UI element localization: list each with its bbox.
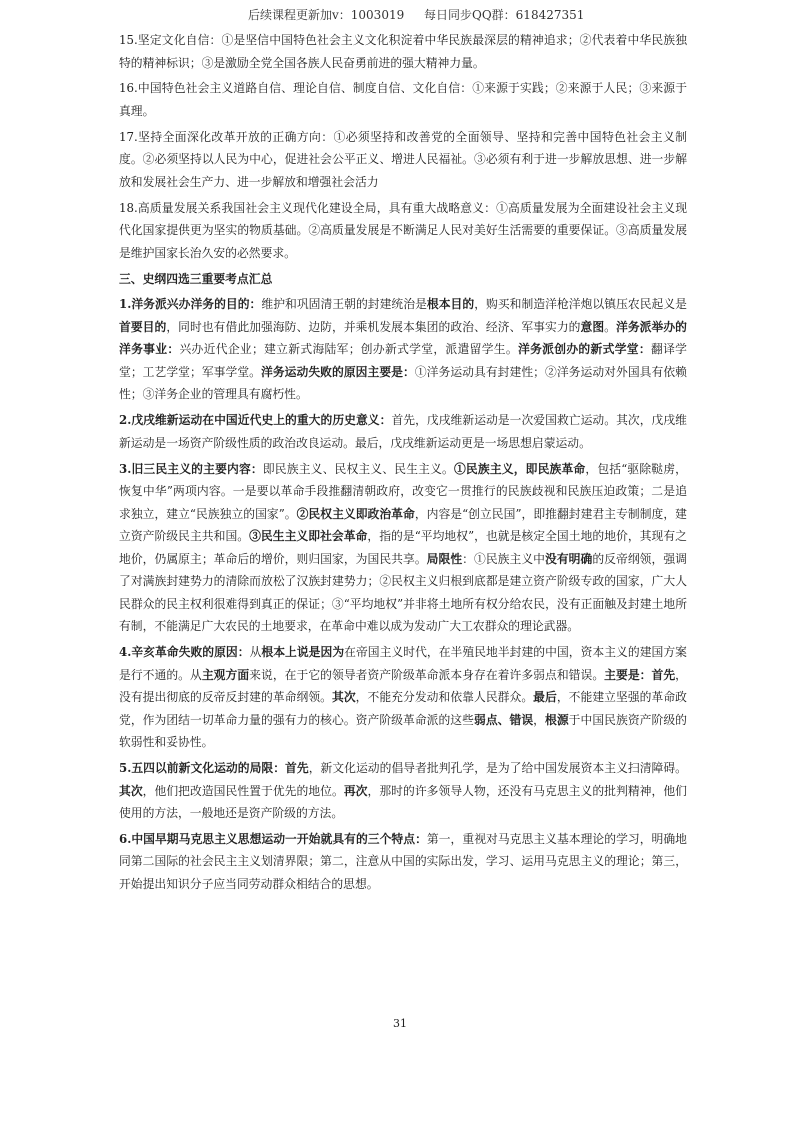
text: ，包括“驱除鞑虏，恢复中华”两项内容。一是要以革命手段推翻清朝政府，改变它一贯推行的民族歧视和民族压迫政策；二是追求独立，建立“民族独立的国家”。 (119, 461, 687, 521)
text: ①洋务运动具有封建性；②洋务运动对外国具有依赖性；③洋务企业的管理具有腐朽性。 (119, 364, 687, 402)
text: 兴办近代企业；建立新式海陆军；创办新式学堂，派遣留学生。 (179, 342, 518, 357)
text: 来说，在于它的领导者资产阶级革命派本身存在着许多弱点和错误。 (249, 667, 605, 682)
text: ，指的是“平均地权”，也就是核定全国土地的地价，其现有之地价，仍属原主；革命后的增价，则归国家，为国民共享。 (119, 529, 687, 566)
bold-text: 洋务运动失败的原因主要是： (261, 364, 415, 379)
bold-text: 5.五四以前新文化运动的局限：首先 (119, 761, 309, 776)
paragraph (119, 197, 687, 265)
paragraph (119, 828, 687, 896)
paragraph (119, 29, 687, 74)
text: 18.高质量发展关系我国社会主义现代化建设全局，具有重大战略意义：①高质量发展为全面建设社会主义现代化国家提供更为坚实的物质基础。②高质量发展是不断满足人民对美好生活需要的重要保证。③高质量发展是维护国家长治久安的必然要求。 (119, 200, 687, 260)
paragraph (119, 126, 687, 194)
bold-text: 6.中国早期马克思主义思想运动一开始就具有的三个特点： (119, 831, 427, 846)
bold-text: 洋务派创办的新式学堂： (517, 342, 651, 357)
text: 在帝国主义时代，在半殖民地半封建的中国，资本主义的建国方案是行不通的。从 (119, 645, 687, 682)
text: 首先，戊戌维新运动是一次爱国救亡运动。其次，戊戌维新运动是一场资产阶级性质的政治改良运动。最后，戊戌维新运动更是一场思想启蒙运动。 (119, 413, 687, 450)
bold-text: ③民生主义即社会革命 (249, 529, 368, 544)
text: ，购买和制造洋枪洋炮以镇压农民起义是 (474, 297, 687, 312)
paragraph (119, 641, 687, 754)
text: ：①民族主义中 (462, 551, 545, 566)
text: ，那时的许多领导人物，还没有马克思主义的批判精神，他们使用的方法，一般地还是资产阶级的方法。 (119, 783, 687, 821)
text: ，不能充分发动和依靠人民群众。 (355, 690, 534, 705)
page-header (0, 6, 800, 26)
header-qq-group: 每日同步QQ群：618427351 (424, 8, 585, 22)
text: ，同时也有借此加强海防、边防，并乘机发展本集团的政治、经济、军事实力的 (166, 319, 581, 334)
page-number: 31 (393, 1017, 407, 1030)
bold-text: 根本目的 (426, 297, 475, 312)
bold-text: 再次 (343, 783, 368, 798)
text: ，不能建立坚强的革命政党，作为团结一切革命力量的强有力的核心。资产阶级革命派的这些 (119, 690, 687, 727)
text: ， (533, 712, 545, 727)
bold-text: 主观方面 (201, 667, 250, 682)
bold-text: 局限性 (426, 551, 463, 566)
bold-text: 根本上说是因为 (261, 645, 345, 660)
header-course-contact: 后续课程更新加v：1003019 (248, 8, 405, 22)
bold-text: ①民族主义，即民族革命 (453, 461, 586, 476)
paragraph (119, 757, 687, 825)
text: 从 (249, 645, 262, 660)
bold-text: 2.戊戌维新运动在中国近代史上的重大的历史意义： (119, 413, 392, 428)
text: 即民族主义、民权主义、民生主义。 (262, 461, 454, 476)
bold-text: 意图 (580, 319, 605, 334)
paragraph (119, 293, 687, 406)
paragraph (119, 409, 687, 454)
bold-text: 4.辛亥革命失败的原因： (119, 645, 250, 660)
text: 17.坚持全面深化改革开放的正确方向：①必须坚持和改善党的全面领导、坚持和完善中国特色社会主义制度。②必须坚持以人民为中心，促进社会公平正义、增进人民福祉。③必须有利于进一步解放思想、进一步解放和发展社会生产力、进一步解放和增强社会活力 (119, 129, 687, 189)
bold-text: 首要目的 (119, 319, 167, 334)
text: 于中国民族资产阶级的软弱性和妥协性。 (119, 712, 687, 750)
text: 15.坚定文化自信：①是坚信中国特色社会主义文化积淀着中华民族最深层的精神追求；②代表着中华民族独特的精神标识；③是激励全党全国各族人民奋勇前进的强大精神力量。 (119, 33, 687, 70)
bold-text: 根源 (545, 712, 569, 727)
bold-text: 3.旧三民主义的主要内容： (119, 461, 263, 476)
bold-text: 最后 (533, 690, 557, 705)
bold-text: 主要是：首先 (604, 667, 676, 682)
paragraph (119, 458, 687, 638)
section-heading (119, 268, 687, 291)
text: 维护和巩固清王朝的封建统治是 (261, 297, 427, 312)
text: 16.中国特色社会主义道路自信、理论自信、制度自信、文化自信：①来源于实践；②来源于人民；③来源于真理。 (119, 81, 687, 118)
bold-text: 其次 (332, 690, 356, 705)
bold-text: 1.洋务派兴办洋务的目的： (119, 297, 262, 312)
bold-text: 弱点、错误 (473, 712, 534, 727)
text: 三、史纲四选三重要考点汇总 (119, 271, 273, 286)
text: ，没有提出彻底的反帝反封建的革命纲领。 (119, 667, 687, 705)
document-body (119, 29, 687, 899)
paragraph (119, 77, 687, 122)
text: 第一，重视对马克思主义基本理论的学习，明确地同第二国际的社会民主主义划清界限；第二，注意从中国的实际出发，学习、运用马克思主义的理论；第三，开始提出知识分子应当同劳动群众相结合的思想。 (119, 831, 687, 891)
text: 的反帝纲领，强调了对满族封建势力的清除而放松了汉族封建势力；②民权主义归根到底都是建立资产阶级专政的国家，广大人民群众的民主权利很难得到真正的保证；③“平均地权”并非将土地所有权分给农民，没有正面触及封建土地所有制，不能满足广大农民的土地要求，在革命中难以成为发动广大工农群众的理论武器。 (119, 551, 687, 634)
bold-text: 其次 (119, 783, 143, 798)
bold-text: ②民权主义即政治革命 (296, 506, 415, 521)
text: ，内容是“创立民国”，即推翻封建君主专制制度，建立资产阶级民主共和国。 (119, 506, 687, 544)
bold-text: 没有明确 (544, 551, 593, 566)
text: ，新文化运动的倡导者批判孔学，是为了给中国发展资本主义扫清障碍。 (308, 761, 687, 776)
text: 翻译学堂；工艺学堂；军事学堂。 (119, 342, 687, 379)
bold-text: 洋务派举办的洋务事业： (119, 319, 687, 357)
text: ，他们把改造国民性置于优先的地位。 (142, 783, 344, 798)
text: 。 (604, 319, 616, 334)
